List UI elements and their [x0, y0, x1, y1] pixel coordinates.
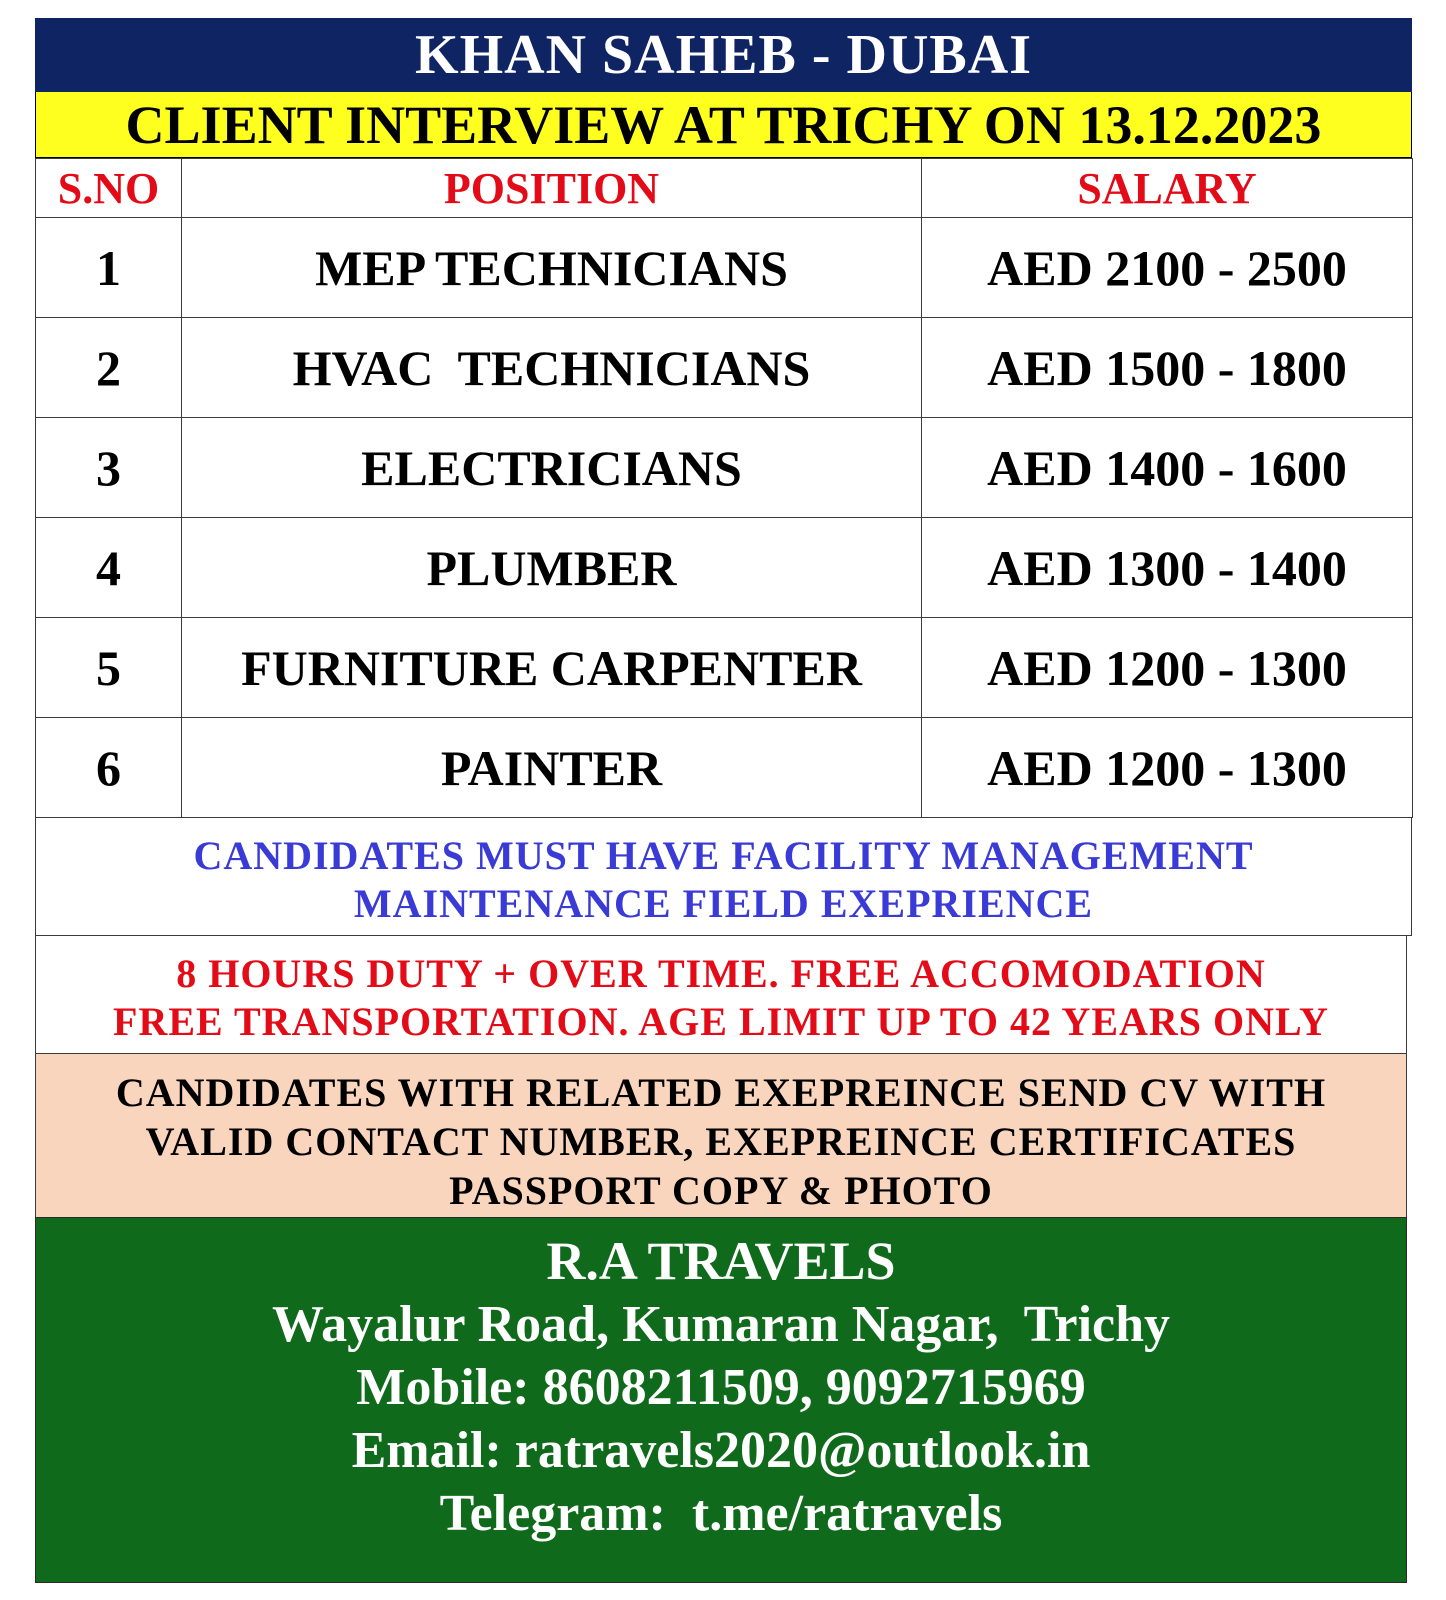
row-sno: 3: [36, 418, 182, 518]
agency-telegram: Telegram: t.me/ratravels: [439, 1485, 1003, 1542]
table-row: [36, 418, 1413, 518]
row-sno: 5: [36, 618, 182, 718]
row-salary: AED 1200 - 1300: [922, 618, 1413, 718]
agency-email: Email: ratravels2020@outlook.in: [351, 1422, 1091, 1479]
benefit-line: 8 HOURS DUTY + OVER TIME. FREE ACCOMODATION: [176, 951, 1266, 996]
table-row: [36, 618, 1413, 718]
agency-name: R.A TRAVELS: [546, 1231, 896, 1291]
benefits-note: [35, 936, 1407, 1053]
row-salary: AED 1500 - 1800: [922, 318, 1413, 418]
row-sno: 1: [36, 218, 182, 318]
experience-requirement-note: [35, 818, 1412, 936]
agency-address: Wayalur Road, Kumaran Nagar, Trichy: [271, 1296, 1171, 1353]
column-header-sno: S.NO: [36, 159, 182, 218]
benefit-line: FREE TRANSPORTATION. AGE LIMIT UP TO 42 YEARS ONLY: [113, 999, 1329, 1044]
row-sno: 2: [36, 318, 182, 418]
table-row: [36, 718, 1413, 818]
row-position: PLUMBER: [182, 518, 922, 618]
table-row: [36, 218, 1413, 318]
application-instructions: [35, 1053, 1407, 1217]
row-salary: AED 1400 - 1600: [922, 418, 1413, 518]
interview-banner: CLIENT INTERVIEW AT TRICHY ON 13.12.2023: [35, 92, 1412, 158]
table-row: [36, 518, 1413, 618]
row-salary: AED 1300 - 1400: [922, 518, 1413, 618]
row-position: MEP TECHNICIANS: [182, 218, 922, 318]
column-header-salary: SALARY: [922, 159, 1413, 218]
positions-table: [35, 158, 1413, 818]
row-sno: 6: [36, 718, 182, 818]
column-header-position: POSITION: [182, 159, 922, 218]
row-position: HVAC TECHNICIANS: [182, 318, 922, 418]
instruction-line: VALID CONTACT NUMBER, EXEPREINCE CERTIFICATES: [145, 1119, 1297, 1164]
instruction-line: CANDIDATES WITH RELATED EXEPREINCE SEND CV WITH: [115, 1070, 1327, 1115]
agency-mobile: Mobile: 8608211509, 9092715969: [356, 1359, 1086, 1416]
company-title: KHAN SAHEB - DUBAI: [35, 18, 1412, 92]
job-advertisement: [35, 18, 1412, 1583]
row-position: ELECTRICIANS: [182, 418, 922, 518]
row-salary: AED 1200 - 1300: [922, 718, 1413, 818]
requirement-line: MAINTENANCE FIELD EXEPRIENCE: [353, 881, 1094, 926]
row-position: FURNITURE CARPENTER: [182, 618, 922, 718]
table-row: [36, 318, 1413, 418]
table-header-row: [36, 159, 1413, 218]
instruction-line: PASSPORT COPY & PHOTO: [449, 1168, 993, 1213]
agency-contact-block: [35, 1217, 1407, 1583]
row-position: PAINTER: [182, 718, 922, 818]
row-salary: AED 2100 - 2500: [922, 218, 1413, 318]
requirement-line: CANDIDATES MUST HAVE FACILITY MANAGEMENT: [193, 833, 1254, 878]
row-sno: 4: [36, 518, 182, 618]
